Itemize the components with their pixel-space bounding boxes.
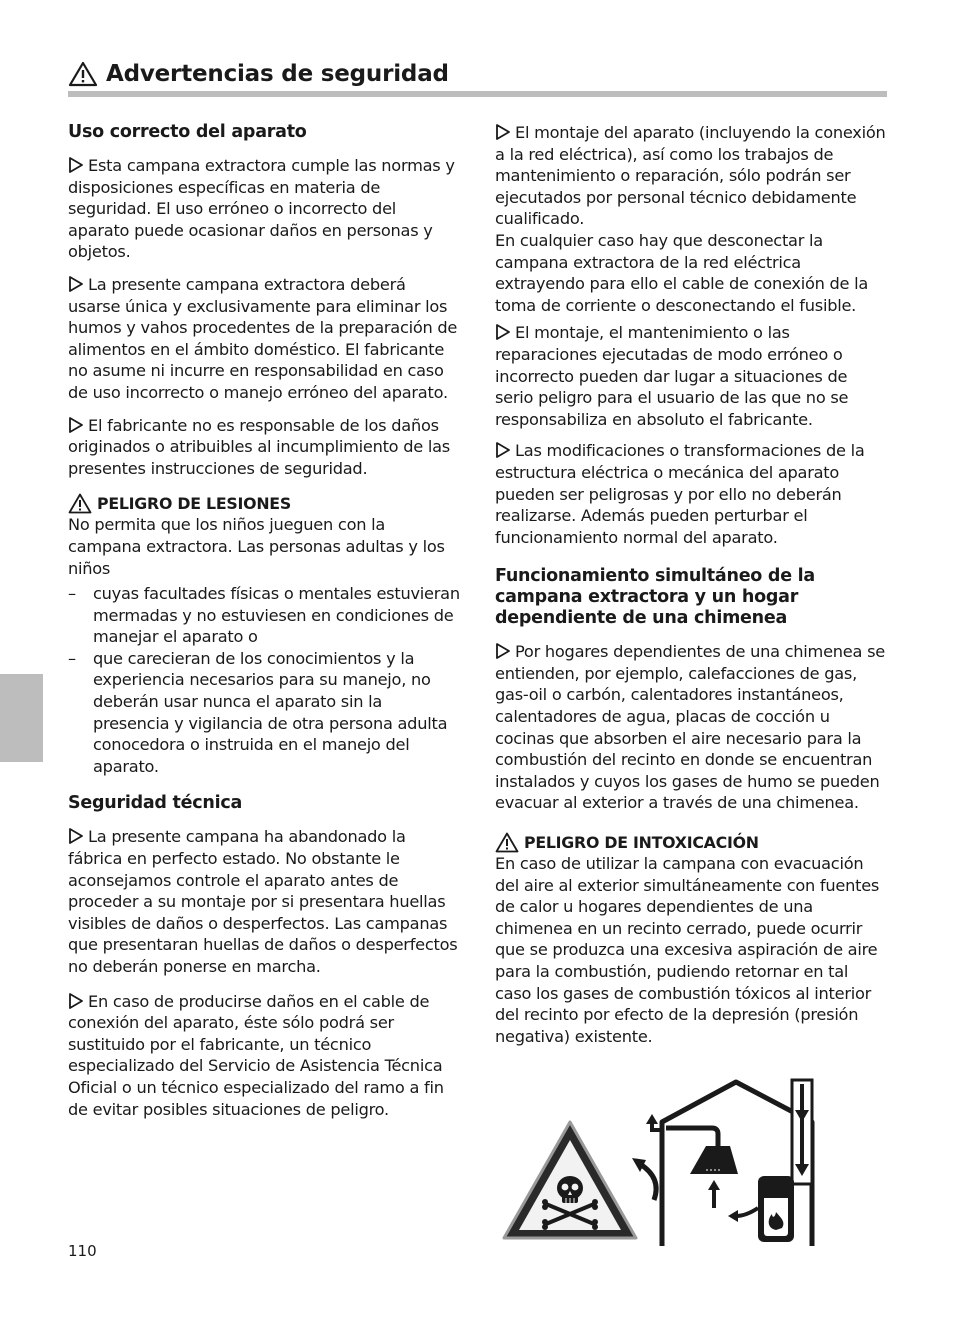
bullet-triangle-icon [68, 993, 84, 1009]
hazard-illustration [500, 1076, 840, 1248]
section-heading-correct-use: Uso correcto del aparato [68, 122, 307, 142]
paragraph-text: Por hogares dependientes de una chimenea se entienden, por ejemplo, calefacciones de gas, gas-oil o carbón, calentadores instantáneos, calentadores de agua, placas de cocción u cocinas que absorben el aire necesario para la combustión del recinto en donde se encuentran instalados y cuyos los gases de humo se pueden evacuar al exterior a través de una chimenea. [495, 642, 885, 813]
page-title [68, 56, 449, 92]
house-diagram-icon [646, 1080, 812, 1246]
paragraph [68, 826, 460, 977]
paragraph [495, 440, 887, 548]
warning-title-intoxication [495, 832, 887, 853]
left-column [68, 122, 460, 1131]
dash-list [68, 583, 460, 777]
right-column [495, 122, 887, 1058]
warning-text: No permita que los niños jueguen con la campana extractora. Las personas adultas y los niños [68, 515, 445, 578]
paragraph-text: Esta campana extractora cumple las normas y disposiciones específicas en materia de seguridad. El uso erróneo o incorrecto del aparato puede ocasionar daños en personas y objetos. [68, 156, 455, 262]
bullet-triangle-icon [68, 276, 84, 292]
bullet-triangle-icon [68, 828, 84, 844]
paragraph-text: El fabricante no es responsable de los daños originados o atribuibles al incumplimiento de las presentes instrucciones de seguridad. [68, 415, 450, 478]
warning-title-injury [68, 493, 460, 514]
section-heading-technical-safety: Seguridad técnica [68, 793, 243, 814]
bullet-triangle-icon [68, 417, 84, 433]
paragraph [68, 155, 460, 263]
toxic-warning-sign-icon [504, 1122, 636, 1238]
list-item: – cuyas facultades físicas o mentales estuvieran mermadas y no estuviesen en condiciones de manejar el aparato o [68, 583, 460, 648]
warning-icon [495, 832, 519, 853]
bullet-triangle-icon [495, 124, 511, 140]
paragraph-text: El montaje, el mantenimiento o las reparaciones ejecutadas de modo erróneo o incorrecto pueden dar lugar a situaciones de serio peligro para el usuario de las que no se responsabiliza en absoluto el fabricante. [495, 323, 849, 429]
warning-text: En caso de utilizar la campana con evacuación del aire al exterior simultáneamente con fuentes de calor u hogares dependientes de una chimenea en un recinto cerrado, puede ocurrir que se produzca una excesiva aspiración de aire para la combustión, pudiendo retornar en tal caso los gases de combustión tóxicos al interior del recinto por efecto de la depresión (presión negativa) existente. [495, 854, 880, 1046]
bullet-triangle-icon [68, 157, 84, 173]
paragraph [495, 122, 887, 230]
header-rule [68, 91, 887, 97]
paragraph [495, 322, 887, 430]
paragraph [495, 641, 887, 814]
bullet-triangle-icon [495, 442, 511, 458]
bullet-triangle-icon [495, 324, 511, 340]
paragraph [68, 274, 460, 404]
paragraph: En cualquier caso hay que desconectar la campana extractora de la red eléctrica extrayendo para ello el cable de conexión de la toma de corriente o desconectando el fusible. [495, 230, 869, 315]
page-title-text: Advertencias de seguridad [106, 61, 449, 87]
side-tab-marker [0, 674, 43, 762]
paragraph [68, 991, 460, 1121]
page-number: 110 [68, 1242, 97, 1260]
paragraph-text: La presente campana ha abandonado la fábrica en perfecto estado. No obstante le aconsejamos controle el aparato antes de proceder a su montaje por si presentara huellas visibles de daños o desperfectos. Las campanas que presentaran huellas de daños o desperfectos no deberán ponerse en marcha. [68, 827, 458, 976]
curved-arrow-icon [640, 1164, 656, 1200]
paragraph-text: Las modificaciones o transformaciones de la estructura eléctrica o mecánica del aparato pueden ser peligrosas y por ello no deberán realizarse. Además pueden perturbar el funcionamiento normal del aparato. [495, 441, 865, 547]
warning-icon [68, 61, 98, 87]
warning-icon [68, 493, 92, 514]
paragraph-text: La presente campana extractora deberá usarse única y exclusivamente para eliminar los humos y vahos procedentes de la preparación de alimentos en el ámbito doméstico. El fabricante no asume ni incurre en responsabilidad en caso de uso incorrecto o manejo erróneo del aparato. [68, 274, 458, 402]
warning-title-text: PELIGRO DE LESIONES [97, 494, 291, 514]
bullet-triangle-icon [495, 643, 511, 659]
paragraph [68, 415, 460, 480]
section-heading-simultaneous-operation: Funcionamiento simultáneo de la campana extractora y un hogar dependiente de una chimenea [495, 566, 815, 629]
paragraph-text: El montaje del aparato (incluyendo la conexión a la red eléctrica), así como los trabajos de mantenimiento o reparación, sólo podrán ser ejecutados por personal técnico debidamente cualificado. [495, 123, 886, 229]
list-item: – que carecieran de los conocimientos y la experiencia necesarios para su manejo, no deberán usar nunca el aparato sin la presencia y vigilancia de otra persona adulta conocedora o instruida en el manejo del aparato. [68, 648, 460, 778]
paragraph-text: En caso de producirse daños en el cable de conexión del aparato, éste sólo podrá ser sustituido por el fabricante, un técnico especializado del Servicio de Asistencia Técnica Oficial o un técnico especializado del ramo a fin de evitar posibles situaciones de peligro. [68, 991, 444, 1119]
warning-title-text: PELIGRO DE INTOXICACIÓN [524, 833, 759, 853]
